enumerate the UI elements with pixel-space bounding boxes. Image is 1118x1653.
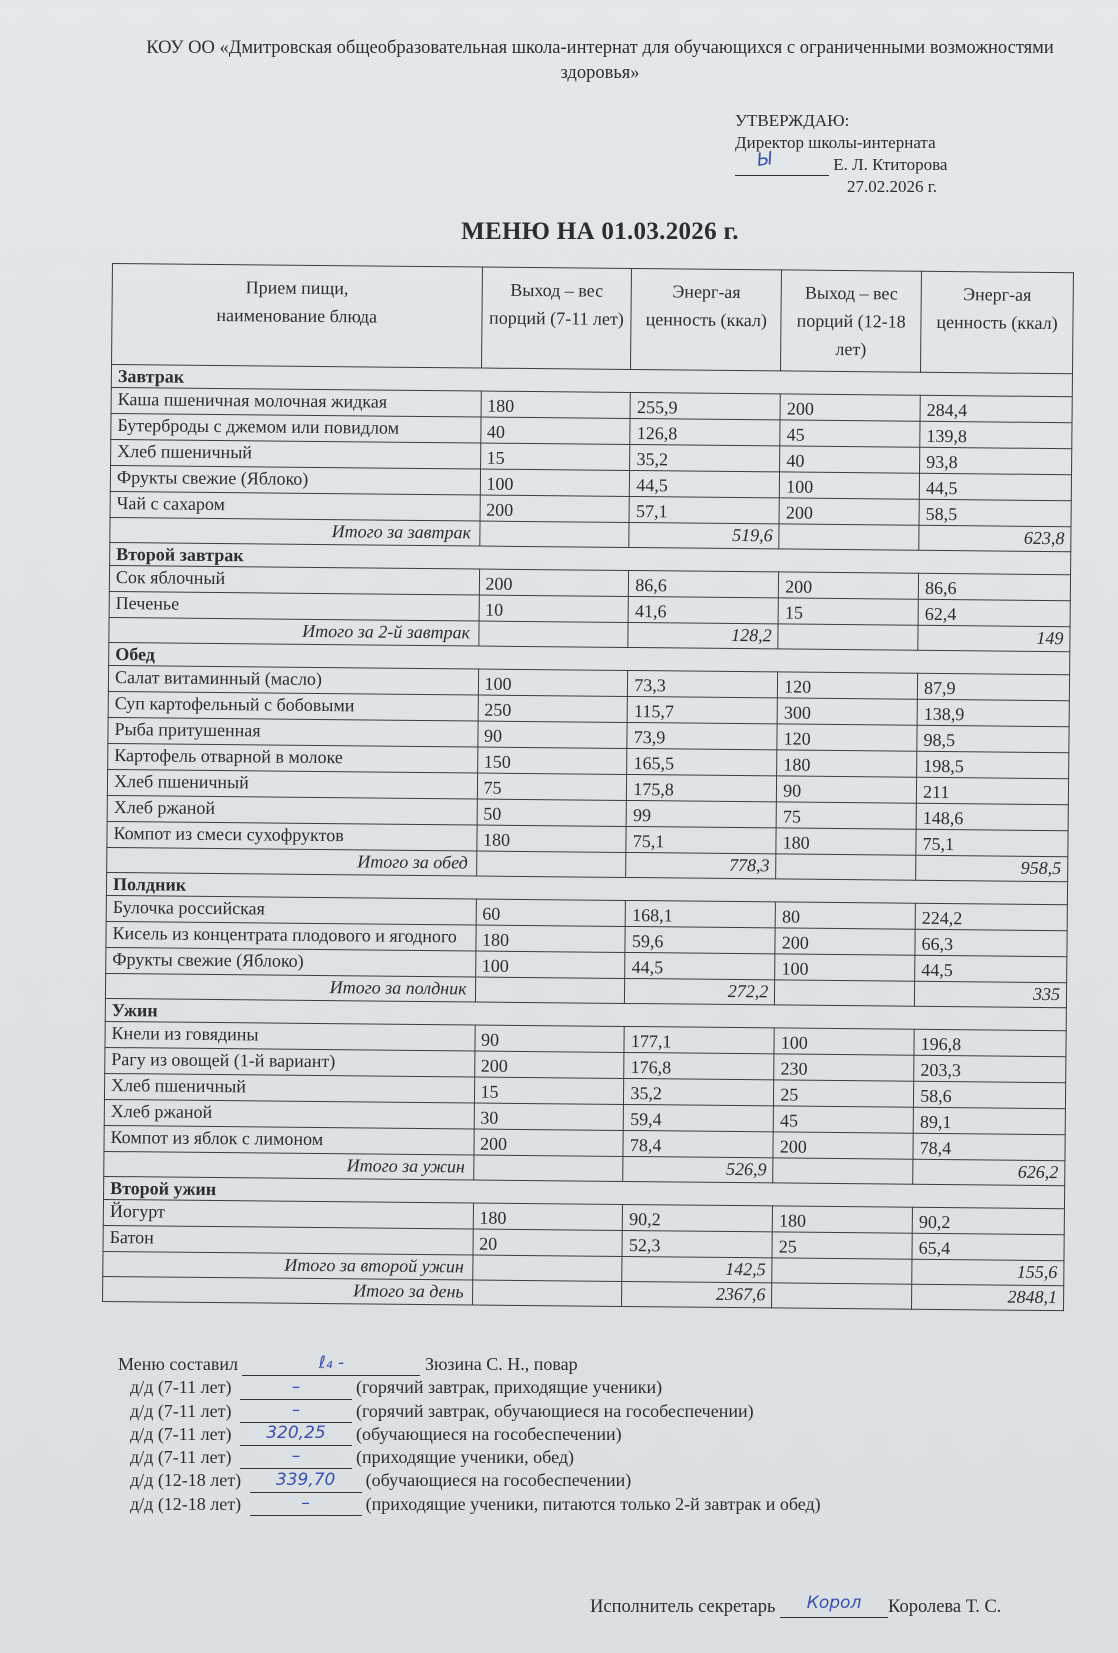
cost-line-label: д/д (7-11 лет) (130, 1377, 232, 1398)
total-energy-12-18: 958,5 (916, 855, 1068, 881)
energy-12-18: 86,6 (918, 573, 1070, 600)
header-dish: Прием пищи, наименование блюда (112, 264, 482, 369)
cost-value: – (291, 1399, 301, 1420)
weight-12-18: 90 (777, 776, 917, 803)
energy-7-11: 78,4 (623, 1130, 773, 1157)
total-energy-7-11: 272,2 (625, 978, 775, 1004)
weight-7-11: 100 (478, 669, 628, 696)
energy-7-11: 44,5 (625, 952, 775, 979)
composed-label: Меню составил (118, 1354, 238, 1374)
approve-position: Директор школы-интерната (735, 133, 936, 152)
approve-title: УТВЕРЖДАЮ: (735, 111, 850, 130)
section-title: Полдник (106, 872, 1067, 904)
energy-7-11: 57,1 (629, 496, 779, 523)
weight-12-18: 200 (780, 394, 920, 421)
executor-label: Исполнитель секретарь (590, 1597, 776, 1617)
energy-12-18: 78,4 (913, 1133, 1065, 1160)
dish-name: Салат витаминный (масло) (108, 665, 478, 695)
cost-value: – (301, 1493, 310, 1514)
weight-12-18: 25 (772, 1232, 912, 1259)
dish-name: Чай с сахаром (110, 491, 480, 521)
cost-value-blank (240, 1399, 352, 1423)
weight-7-11: 90 (474, 1025, 624, 1052)
section-title: Завтрак (111, 365, 1072, 397)
composed-by: Зюзина С. Н., повар (424, 1354, 578, 1374)
total-empty (773, 1158, 913, 1184)
cost-line-label: д/д (12-18 лет) (130, 1470, 242, 1491)
energy-12-18: 58,5 (919, 499, 1071, 526)
weight-7-11: 30 (474, 1103, 624, 1130)
energy-7-11: 73,3 (628, 670, 778, 697)
section-title: Обед (109, 642, 1070, 674)
organization-name: КОУ ОО «Дмитровская общеобразовательная школа-интернат для обучающихся с ограниченными возможностями здоровья» (146, 38, 1054, 83)
weight-12-18: 120 (778, 672, 918, 699)
energy-7-11: 126,8 (630, 418, 780, 445)
weight-12-18: 80 (775, 902, 915, 929)
weight-7-11: 75 (477, 773, 627, 800)
weight-12-18: 200 (773, 1132, 913, 1159)
dish-name: Булочка российская (106, 895, 476, 925)
energy-12-18: 211 (916, 777, 1068, 804)
energy-7-11: 175,8 (627, 774, 777, 801)
energy-7-11: 73,9 (627, 722, 777, 749)
cost-line (118, 1400, 821, 1423)
weight-7-11: 20 (473, 1229, 623, 1256)
weight-12-18: 200 (779, 572, 919, 599)
cost-line-label: д/д (7-11 лет) (130, 1447, 232, 1468)
total-label: Итого за завтрак (110, 517, 480, 546)
energy-12-18: 87,9 (917, 673, 1069, 700)
director-signature: Ы (755, 148, 774, 171)
energy-7-11: 86,6 (629, 570, 779, 597)
weight-12-18: 100 (780, 472, 920, 499)
weight-7-11: 180 (476, 825, 626, 852)
cost-line-note: (обучающиеся на гособеспечении) (365, 1470, 632, 1491)
signature-blank (735, 148, 829, 176)
dish-name: Хлеб пшеничный (107, 769, 477, 799)
weight-12-18: 180 (777, 750, 917, 777)
weight-7-11: 250 (478, 695, 628, 722)
total-energy-7-11: 778,3 (626, 852, 776, 878)
cost-line-label: д/д (7-11 лет) (130, 1400, 232, 1421)
energy-7-11: 115,7 (628, 696, 778, 723)
cost-value-blank (240, 1376, 352, 1400)
weight-12-18: 180 (776, 828, 916, 855)
weight-7-11: 60 (476, 899, 626, 926)
weight-7-11: 100 (480, 469, 630, 496)
energy-12-18: 58,6 (914, 1081, 1066, 1108)
energy-12-18: 198,5 (917, 751, 1069, 778)
total-energy-7-11: 128,2 (628, 622, 778, 648)
dish-name: Кнели из говядины (105, 1021, 475, 1051)
cost-value: – (291, 1376, 301, 1397)
header-weight-12-18: Выход – вес порций (12-18 лет) (781, 270, 922, 372)
weight-7-11: 15 (480, 443, 630, 470)
page-title: МЕНЮ НА 01.03.2026 г. (461, 218, 739, 245)
cost-line (118, 1469, 821, 1492)
dish-name: Рагу из овощей (1-й вариант) (105, 1047, 475, 1077)
cost-value-blank (250, 1469, 362, 1493)
composed-row (118, 1353, 821, 1376)
cost-line (118, 1493, 821, 1516)
table-header-row (112, 264, 1074, 374)
total-energy-12-18: 626,2 (913, 1159, 1065, 1185)
total-empty (778, 624, 918, 650)
dish-name: Печенье (109, 591, 479, 621)
energy-12-18: 62,4 (918, 599, 1070, 626)
energy-7-11: 99 (627, 800, 777, 827)
total-empty (478, 621, 628, 647)
cost-line-note: (обучающиеся на гособеспечении) (355, 1423, 622, 1444)
weight-12-18: 230 (774, 1054, 914, 1081)
energy-12-18: 93,8 (920, 447, 1072, 474)
total-energy-12-18: 623,8 (919, 525, 1071, 551)
total-label: Итого за второй ужин (103, 1251, 473, 1280)
weight-12-18: 100 (774, 1028, 914, 1055)
energy-12-18: 44,5 (919, 473, 1071, 500)
weight-7-11: 180 (473, 1203, 623, 1230)
weight-12-18: 45 (773, 1106, 913, 1133)
weight-12-18: 100 (775, 954, 915, 981)
dish-name: Фрукты свежие (Яблоко) (106, 947, 476, 977)
menu-table (102, 263, 1074, 1311)
dish-name: Батон (103, 1225, 473, 1255)
dish-name: Хлеб ржаной (104, 1099, 474, 1129)
total-empty (475, 977, 625, 1003)
day-total-label: Итого за день (103, 1276, 473, 1305)
total-empty (776, 854, 916, 880)
approve-date: 27.02.2026 г. (847, 177, 938, 196)
cost-value-blank (240, 1446, 352, 1469)
energy-12-18: 203,3 (914, 1055, 1066, 1082)
energy-7-11: 168,1 (626, 900, 776, 927)
cost-lines (118, 1376, 821, 1516)
energy-7-11: 177,1 (624, 1026, 774, 1053)
weight-7-11: 200 (480, 495, 630, 522)
total-label: Итого за полдник (105, 973, 475, 1002)
cost-value: 339,70 (275, 1469, 336, 1490)
weight-7-11: 200 (474, 1129, 624, 1156)
total-energy-12-18: 335 (915, 981, 1067, 1007)
dish-name: Каша пшеничная молочная жидкая (111, 387, 481, 417)
menu-body (103, 365, 1073, 1311)
weight-12-18: 40 (780, 446, 920, 473)
total-empty (472, 1280, 622, 1306)
header-energy-7-11: Энерг-ая ценность (ккал) (631, 268, 782, 370)
total-empty (772, 1258, 912, 1284)
composed-signature-blank (242, 1353, 420, 1376)
weight-12-18: 75 (776, 802, 916, 829)
cost-line-note: (приходящие ученики, обед) (355, 1447, 574, 1468)
total-label: Итого за ужин (104, 1151, 474, 1180)
weight-7-11: 15 (474, 1077, 624, 1104)
cost-line-note: (горячий завтрак, обучающиеся на гособеспечении) (355, 1400, 754, 1421)
energy-12-18: 139,8 (920, 421, 1072, 448)
weight-7-11: 90 (477, 721, 627, 748)
energy-12-18: 284,4 (920, 395, 1072, 422)
total-empty (472, 1255, 622, 1281)
section-title: Второй ужин (104, 1176, 1065, 1208)
energy-7-11: 35,2 (624, 1078, 774, 1105)
total-empty (772, 1283, 912, 1309)
weight-7-11: 100 (475, 951, 625, 978)
energy-7-11: 90,2 (623, 1204, 773, 1231)
total-energy-12-18: 155,6 (912, 1259, 1064, 1285)
cost-line-note: (горячий завтрак, приходящие ученики) (355, 1377, 663, 1398)
cost-line (118, 1376, 821, 1399)
executor-name: Королева Т. С. (888, 1597, 1002, 1617)
dish-name: Хлеб пшеничный (111, 439, 481, 469)
approval-block (735, 110, 947, 198)
header-weight-7-11: Выход – вес порций (7-11 лет) (481, 267, 632, 369)
energy-12-18: 90,2 (912, 1207, 1064, 1234)
cost-value-blank (240, 1423, 352, 1446)
weight-12-18: 120 (777, 724, 917, 751)
weight-12-18: 45 (780, 420, 920, 447)
total-empty (476, 851, 626, 877)
total-energy-7-11: 526,9 (623, 1156, 773, 1182)
energy-7-11: 59,4 (624, 1104, 774, 1131)
dish-name: Бутерброды с джемом или повидлом (111, 413, 481, 443)
approve-name: Е. Л. Ктиторова (833, 155, 948, 174)
weight-7-11: 200 (479, 569, 629, 596)
weight-12-18: 180 (772, 1206, 912, 1233)
cost-value: 320,25 (266, 1423, 326, 1444)
weight-7-11: 180 (481, 391, 631, 418)
energy-12-18: 98,5 (917, 725, 1069, 752)
energy-7-11: 44,5 (630, 470, 780, 497)
cost-value-blank (250, 1493, 362, 1516)
total-empty (779, 524, 919, 550)
secretary-signature: Корол (806, 1593, 862, 1613)
dish-name: Кисель из концентрата плодового и ягодного (106, 921, 476, 951)
total-energy-7-11: 519,6 (629, 522, 779, 548)
weight-7-11: 40 (480, 417, 630, 444)
cost-line-label: д/д (12-18 лет) (130, 1493, 242, 1514)
energy-12-18: 75,1 (916, 829, 1068, 856)
cost-line-label: д/д (7-11 лет) (130, 1423, 232, 1444)
energy-12-18: 89,1 (913, 1107, 1065, 1134)
total-label: Итого за обед (107, 847, 477, 876)
dish-name: Хлеб ржаной (107, 795, 477, 825)
dish-name: Суп картофельный с бобовыми (108, 691, 478, 721)
header-energy-12-18: Энерг-ая ценность (ккал) (921, 271, 1074, 373)
weight-12-18: 200 (779, 498, 919, 525)
dish-name: Сок яблочный (109, 565, 479, 595)
dish-name: Рыба притушенная (108, 717, 478, 747)
weight-7-11: 180 (475, 925, 625, 952)
energy-7-11: 255,9 (630, 392, 780, 419)
energy-7-11: 176,8 (624, 1052, 774, 1079)
total-energy-7-11: 142,5 (622, 1256, 772, 1282)
dish-name: Фрукты свежие (Яблоко) (110, 465, 480, 495)
energy-7-11: 52,3 (622, 1230, 772, 1257)
section-title: Второй завтрак (110, 542, 1071, 574)
weight-12-18: 300 (777, 698, 917, 725)
energy-12-18: 65,4 (912, 1233, 1064, 1260)
energy-7-11: 41,6 (628, 596, 778, 623)
weight-7-11: 50 (477, 799, 627, 826)
weight-7-11: 200 (474, 1051, 624, 1078)
total-empty (479, 521, 629, 547)
cost-line (118, 1446, 821, 1469)
dish-name: Йогурт (103, 1199, 473, 1229)
weight-12-18: 200 (775, 928, 915, 955)
day-total-energy-7-11: 2367,6 (622, 1281, 772, 1307)
cook-signature: ℓ₄ - (318, 1353, 345, 1374)
weight-7-11: 10 (479, 595, 629, 622)
dish-name: Компот из смеси сухофруктов (107, 821, 477, 851)
weight-12-18: 15 (778, 598, 918, 625)
dish-name: Компот из яблок с лимоном (104, 1125, 474, 1155)
energy-12-18: 66,3 (915, 929, 1067, 956)
cost-value: – (291, 1446, 301, 1467)
day-total-energy-12-18: 2848,1 (912, 1284, 1064, 1310)
cost-line (118, 1423, 821, 1446)
total-energy-12-18: 149 (918, 625, 1070, 651)
dish-name: Хлеб пшеничный (104, 1073, 474, 1103)
executor-signature-blank (780, 1593, 888, 1618)
energy-12-18: 224,2 (915, 903, 1067, 930)
energy-12-18: 44,5 (915, 955, 1067, 982)
energy-7-11: 165,5 (627, 748, 777, 775)
energy-7-11: 75,1 (626, 826, 776, 853)
energy-12-18: 138,9 (917, 699, 1069, 726)
total-label: Итого за 2-й завтрак (109, 617, 479, 646)
total-empty (775, 980, 915, 1006)
weight-7-11: 150 (477, 747, 627, 774)
footer-block (118, 1353, 821, 1516)
energy-12-18: 196,8 (914, 1029, 1066, 1056)
energy-7-11: 59,6 (625, 926, 775, 953)
energy-7-11: 35,2 (630, 444, 780, 471)
approve-signature-line (735, 148, 948, 176)
section-title: Ужин (105, 998, 1066, 1030)
cost-line-note: (приходящие ученики, питаются только 2-й завтрак и обед) (365, 1493, 821, 1514)
weight-12-18: 25 (774, 1080, 914, 1107)
energy-12-18: 148,6 (916, 803, 1068, 830)
dish-name: Картофель отварной в молоке (108, 743, 478, 773)
total-empty (473, 1155, 623, 1181)
executor-row (590, 1593, 1002, 1618)
